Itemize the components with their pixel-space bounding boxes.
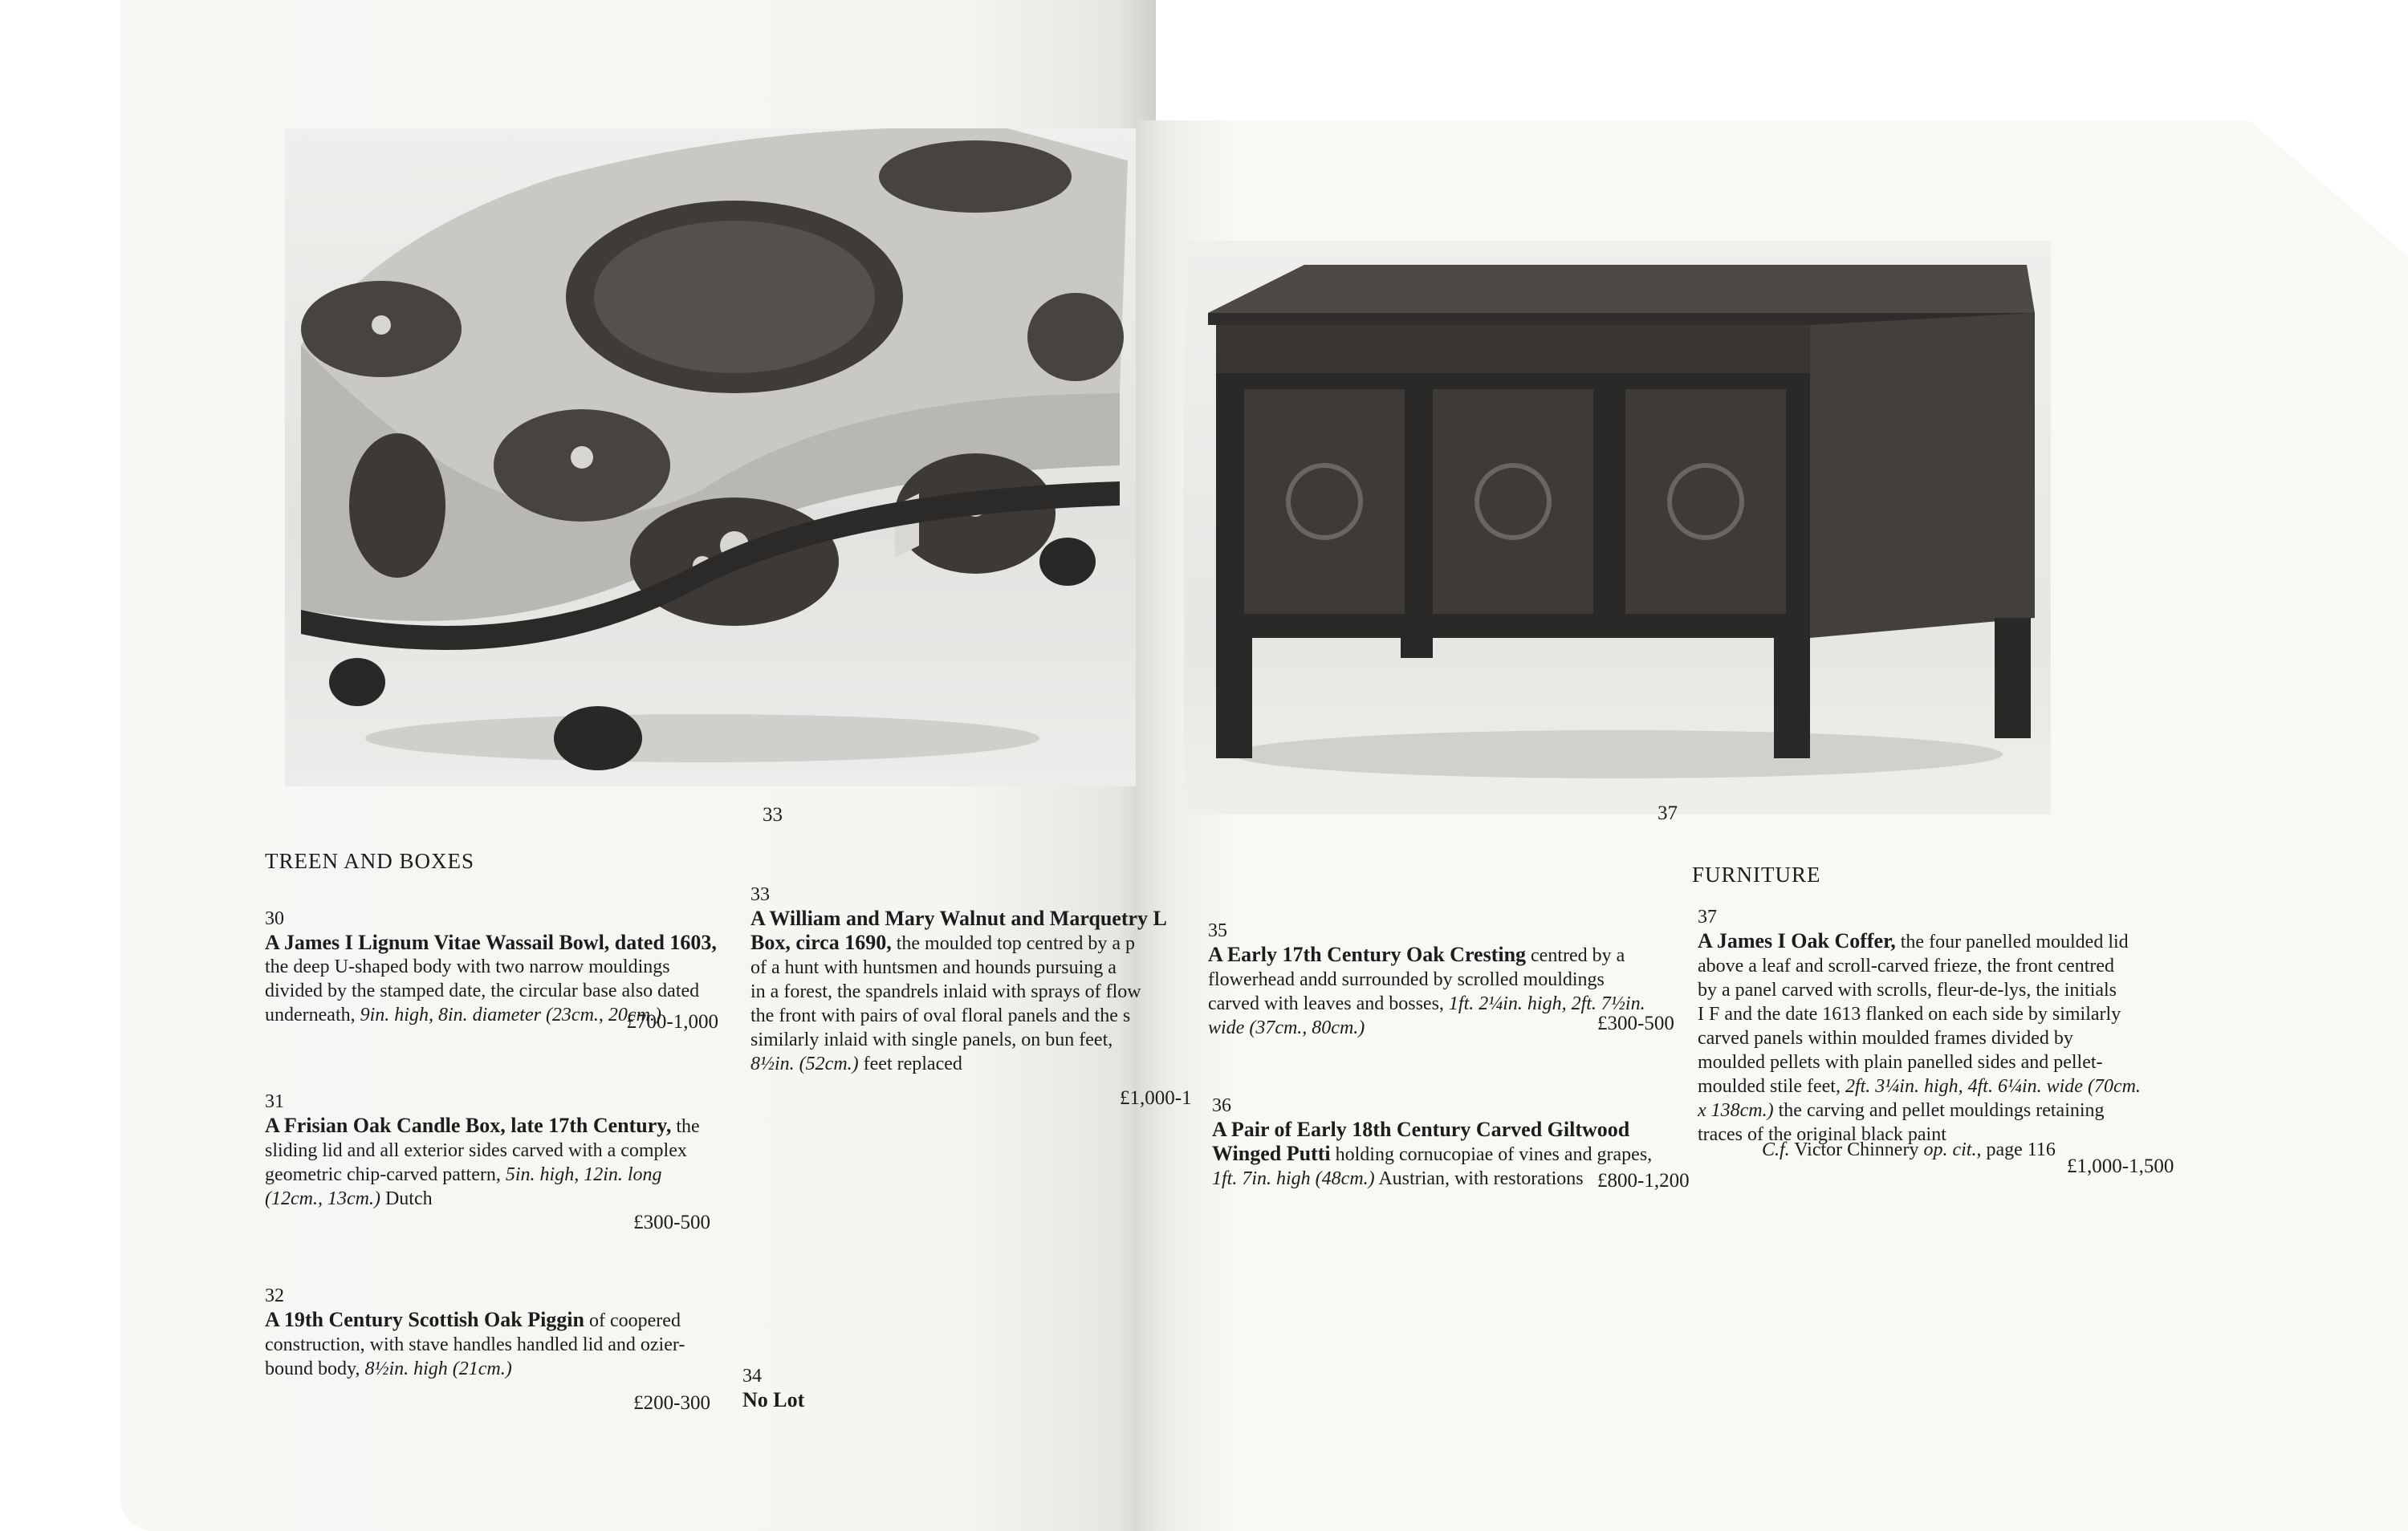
- lot-32-estimate: £200-300: [633, 1392, 710, 1414]
- lot-number: 37: [1698, 907, 1717, 928]
- lot-title: A Early 17th Century Oak Cresting: [1208, 943, 1527, 966]
- plate-photo-marquetry-box: [285, 128, 1136, 786]
- lot-dimensions: 9in. high, 8in. diameter (23cm., 20cm.): [360, 1005, 661, 1025]
- lot-dimensions: 1ft. 2¼in. high, 2ft. 7½in.: [1448, 993, 1645, 1014]
- lot-desc-text: bound body,: [265, 1358, 365, 1379]
- lot-desc-line: in a forest, the spandrels inlaid with sprays of flow: [750, 981, 1141, 1002]
- lot-number: 31: [265, 1091, 284, 1112]
- lot-title: No Lot: [742, 1388, 805, 1411]
- lot-number: 36: [1212, 1095, 1231, 1116]
- lot-desc-text: the moulded top centred by a p: [891, 933, 1135, 954]
- lot-desc-line: by a panel carved with scrolls, fleur-de-lys, the initials: [1698, 980, 2117, 1001]
- lot-desc-text: geometric chip-carved pattern,: [265, 1164, 506, 1185]
- lot-37: [1698, 905, 2141, 1147]
- lot-31-estimate: £300-500: [633, 1212, 710, 1233]
- lot-dimensions: wide (37cm., 80cm.): [1208, 1017, 1365, 1038]
- reference-cf: C.f.: [1762, 1139, 1790, 1160]
- lot-desc-text: holding cornucopiae of vines and grapes,: [1330, 1144, 1653, 1165]
- lot-title: A James I Lignum Vitae Wassail Bowl, dated 1603,: [265, 931, 717, 954]
- lot-desc-line: above a leaf and scroll-carved frieze, the front centred: [1698, 956, 2115, 977]
- lot-31: [265, 1090, 700, 1211]
- lot-dimensions: x 138cm.): [1698, 1100, 1774, 1121]
- lot-desc-line: I F and the date 1613 flanked on each side by similarly: [1698, 1004, 2121, 1025]
- lot-title: Box, circa 1690,: [750, 931, 892, 954]
- lot-33: [750, 883, 1167, 1076]
- lot-desc-text: Dutch: [380, 1188, 433, 1209]
- lot-desc-line: the deep U-shaped body with two narrow mouldings: [265, 956, 670, 977]
- lot-number: 32: [265, 1285, 284, 1306]
- lot-34: [742, 1364, 804, 1412]
- lot-desc-line: flowerhead andd surrounded by scrolled mouldings: [1208, 969, 1605, 990]
- lot-number: 30: [265, 908, 284, 929]
- lot-number: 33: [750, 884, 770, 905]
- lot-desc-text: the carving and pellet mouldings retaining: [1773, 1100, 2105, 1121]
- lot-dimensions: 1ft. 7in. high (48cm.): [1212, 1168, 1375, 1189]
- lot-title: A William and Mary Walnut and Marquetry L: [750, 907, 1167, 930]
- lot-35-estimate: £300-500: [1597, 1013, 1674, 1034]
- plate-caption-37: 37: [1658, 802, 1678, 824]
- lot-desc-line: sliding lid and all exterior sides carved with a complex: [265, 1140, 687, 1161]
- lot-32: [265, 1284, 685, 1381]
- lot-desc-text: underneath,: [265, 1005, 360, 1025]
- lot-desc-line: carved panels within moulded frames divided by: [1698, 1028, 2073, 1049]
- lot-dimensions: 8½in. high (21cm.): [364, 1358, 512, 1379]
- lot-desc-line: moulded pellets with plain panelled sides and pellet-: [1698, 1052, 2103, 1073]
- reference-opcit: op. cit.: [1923, 1139, 1977, 1160]
- lot-title: A James I Oak Coffer,: [1698, 929, 1896, 952]
- section-heading-furniture: FURNITURE: [1692, 863, 1821, 887]
- lot-desc-line: divided by the stamped date, the circular base also dated: [265, 981, 700, 1001]
- lot-33-estimate: £1,000-1: [1120, 1087, 1192, 1109]
- lot-desc-text: Austrian, with restorations: [1374, 1168, 1584, 1189]
- lot-dimensions: (12cm., 13cm.): [265, 1188, 380, 1209]
- reference-page: , page 116: [1976, 1139, 2056, 1160]
- lot-dimensions: 2ft. 3¼in. high, 4ft. 6¼in. wide (70cm.: [1845, 1076, 2141, 1097]
- plate-caption-33: 33: [763, 804, 783, 826]
- lot-desc-line: construction, with stave handles handled lid and ozier-: [265, 1334, 685, 1355]
- plate-photo-oak-coffer: [1184, 241, 2051, 814]
- lot-37-estimate: £1,000-1,500: [2067, 1155, 2174, 1177]
- lot-desc-text: feet replaced: [858, 1054, 962, 1074]
- lot-desc-text: moulded stile feet,: [1698, 1076, 1845, 1097]
- lot-desc-text: carved with leaves and bosses,: [1208, 993, 1449, 1014]
- lot-title: A Pair of Early 18th Century Carved Giltwood: [1212, 1118, 1630, 1141]
- lot-dimensions: 5in. high, 12in. long: [505, 1164, 662, 1185]
- lot-title: Winged Putti: [1212, 1142, 1331, 1165]
- lot-desc-text: the four panelled moulded lid: [1895, 932, 2129, 952]
- lot-36-estimate: £800-1,200: [1597, 1170, 1690, 1192]
- lot-desc-line: of a hunt with huntsmen and hounds pursuing a: [750, 957, 1117, 978]
- lot-desc-text: of coopered: [584, 1310, 681, 1331]
- lot-number: 35: [1208, 920, 1227, 941]
- reference-author: Victor Chinnery: [1789, 1139, 1924, 1160]
- lot-36: [1212, 1094, 1652, 1191]
- lot-desc-line: traces of the original black paint: [1698, 1124, 1946, 1145]
- lot-desc-line: similarly inlaid with single panels, on bun feet,: [750, 1029, 1113, 1050]
- lot-desc-text: centred by a: [1526, 945, 1625, 966]
- lot-desc-line: the front with pairs of oval floral panels and the s: [750, 1005, 1131, 1026]
- lot-30-estimate: £700-1,000: [626, 1011, 718, 1033]
- lot-35: [1208, 919, 1645, 1040]
- lot-number: 34: [742, 1366, 762, 1387]
- section-heading-treen: TREEN AND BOXES: [265, 849, 475, 873]
- lot-37-reference: [1762, 1138, 2056, 1162]
- lot-title: A 19th Century Scottish Oak Piggin: [265, 1308, 584, 1331]
- lot-30: [265, 907, 717, 1027]
- lot-dimensions: 8½in. (52cm.): [750, 1054, 859, 1074]
- lot-desc-text: the: [671, 1116, 700, 1137]
- lot-title: A Frisian Oak Candle Box, late 17th Century,: [265, 1114, 672, 1137]
